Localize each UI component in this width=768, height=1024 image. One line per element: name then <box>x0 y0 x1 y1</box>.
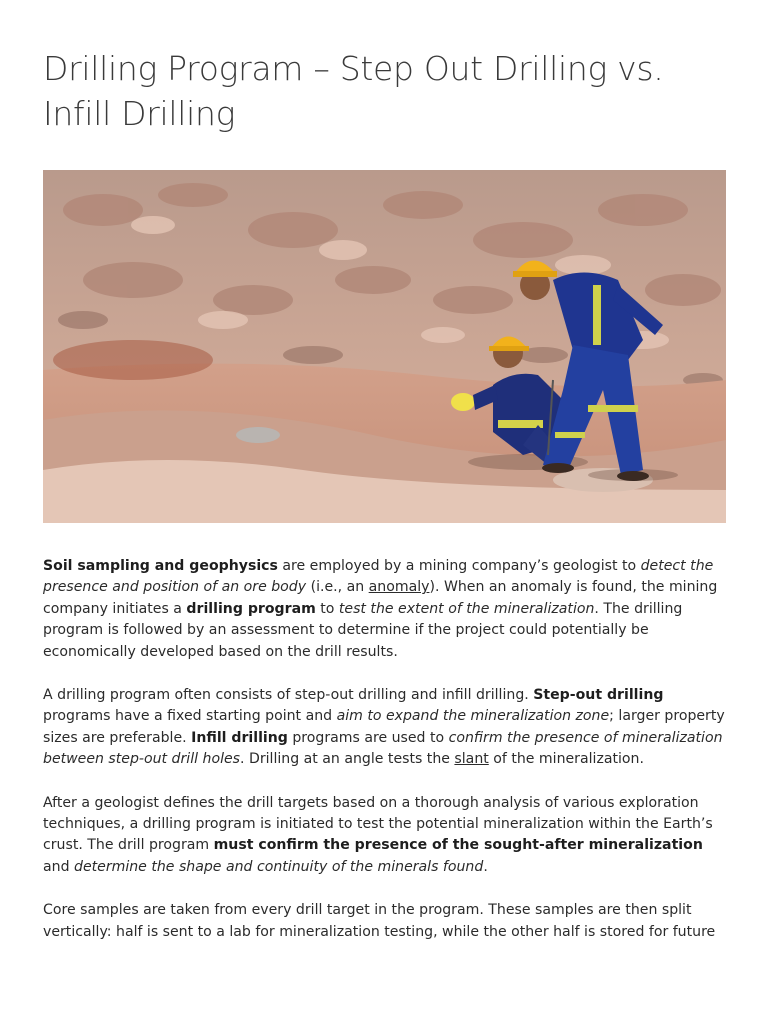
text-segment-bold: Soil sampling and geophysics <box>43 558 278 574</box>
text-segment-bold: must confirm the presence of the sought-after mineralization <box>213 837 703 854</box>
text-segment-normal: After a geologist defines the drill targets based on a thorough analysis of various exploration techniques, a drilling program is initiated to test the potential mineralization within the Earth’s crust. The drill program <box>43 794 713 854</box>
text-segment-italic: detect the presence and position of an ore body <box>43 558 714 596</box>
text-segment-normal: (i.e., an <box>306 579 369 596</box>
text-segment-bold: drilling program <box>186 600 316 617</box>
text-segment-normal: . Drilling at an angle tests the <box>240 751 455 768</box>
text-segment-italic: confirm the presence of mineralization between step-out drill holes <box>43 729 723 768</box>
text-segment-underline: slant <box>454 751 489 768</box>
text-segment-normal: are employed by a mining company’s geologist to <box>277 558 641 574</box>
text-segment-normal: programs are used to <box>287 729 449 746</box>
text-segment-normal: and <box>43 858 74 875</box>
text-segment-normal: . The drilling program is followed by an assessment to determine if the project could potentially be economically developed based on the drill results. <box>43 600 683 660</box>
text-segment-italic: determine the shape and continuity of the minerals found <box>74 858 484 875</box>
text-segment-underline: anomaly <box>368 579 430 596</box>
paragraph-2 <box>43 685 733 771</box>
page-title: Drilling Program – Step Out Drilling vs. Infill Drilling <box>43 49 664 133</box>
text-segment-normal: of the mineralization. <box>488 751 644 768</box>
text-segment-bold: Infill drilling <box>191 729 288 746</box>
text-segment-normal: programs have a fixed starting point and <box>43 708 337 725</box>
text-segment-normal: ). When an anomaly is found, the mining company initiates a <box>43 579 718 617</box>
hero-photo-illustration <box>43 170 726 523</box>
paragraph-4 <box>43 900 733 943</box>
text-segment-normal: ; larger property sizes are preferable. <box>43 708 725 746</box>
text-segment-bold: Step-out drilling <box>533 687 664 704</box>
text-segment-normal: A drilling program often consists of step-out drilling and infill drilling. <box>43 687 534 704</box>
text-segment-italic: test the extent of the mineralization <box>338 600 595 617</box>
paragraph-3 <box>43 793 733 879</box>
article-body <box>43 556 733 965</box>
text-segment-normal: . <box>483 858 488 875</box>
paragraph-1 <box>43 556 733 663</box>
hero-photo-geologists <box>43 170 726 523</box>
text-segment-italic: aim to expand the mineralization zone <box>336 708 610 725</box>
text-segment-normal: Core samples are taken from every drill target in the program. These samples are then split vertically: half is sent to a lab for mineralization testing, while the other half is stored for future <box>43 902 716 940</box>
text-segment-normal: to <box>315 600 339 617</box>
